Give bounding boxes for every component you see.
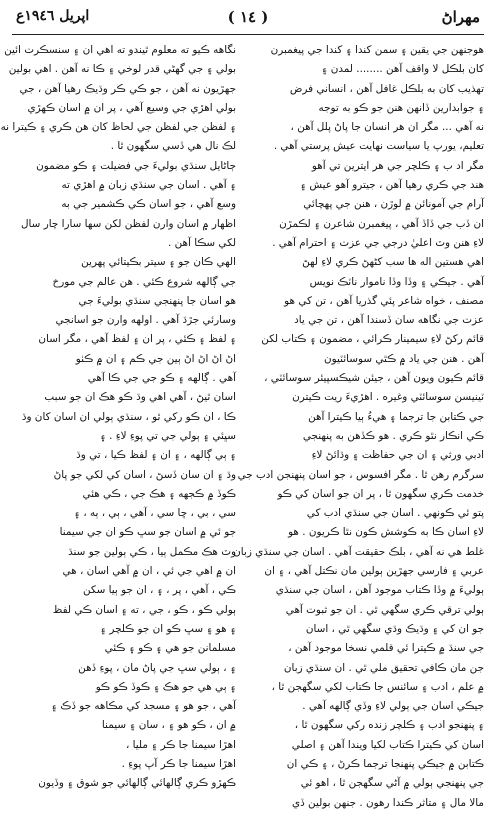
text-line: جن مان ڪافي تحقيق ملي ٿي . ان سنڌي زبان	[283, 661, 484, 674]
magazine-title: مهراڻ	[441, 8, 480, 26]
text-line: نگاهه ڪيو ته معلوم ٿيندو ته اهي ان ۽ سنسڪرت ائين	[4, 44, 236, 56]
text-line: بولي ۽ جي گهڻي قدر لوخي ۽ ڪا نه آهن . اهي بولين	[8, 63, 236, 76]
text-line: آهي . جيڪي ۽ وڏا وڏا ناموار ناٽڪ نويس	[309, 275, 484, 288]
text-line: ڄاڻايل سنڌي بوليءَ جي فضيلت ۽ ڪو مضمون	[36, 159, 236, 172]
text-line: سڀئي ۽ ٻولي جي تي پوءِ لاءِ . ۽	[99, 429, 236, 442]
text-line: اهي هستين اله ها سب کڻهڻ ڪري لاءِ لهڻ	[302, 256, 484, 269]
text-line: هوجنهن جي يقين ۽ سمن کندا ۽ کندا جي پيغمبرن	[270, 44, 484, 56]
text-line: ۽ لفظ ۽ ڪئي ، پر ان ۽ لفظ آهي ، مگر اسان	[38, 333, 236, 346]
text-line: لڪ نال هي ڏسي سگهون ٿا .	[110, 140, 236, 153]
text-line: وڌ ۽ ان سان ڏسڻ ، اسان کي لکي جو پاڻ	[53, 468, 236, 481]
text-line: جي پنهنجي ٻولي ۾ آڻي سگهجن ٿا ، اهو ئي	[300, 777, 484, 790]
issue-date: اپريل ١٩٤٦ع	[16, 8, 90, 24]
text-line: ڪي انڪار نٿو ڪري . هو ڪڏهن به پنهنجي	[302, 429, 484, 442]
text-line: ۽ ، ٻولي سڀ جي پاڻ مان ، پوءِ ڏهن	[78, 661, 236, 674]
text-line: عربي ۽ فارسي جهڙين ٻولين مان نڪتل آهي ، ۽ ان	[264, 565, 484, 578]
text-line: ۽ لفظن جي لفظن جي لحاظ کان هن ڪري ۽ ڪيترا نه	[0, 121, 236, 134]
text-line: لکي سڪا آهن .	[168, 236, 236, 249]
text-line: مگر اد ب ۽ ڪلچر جي هر ايترين تي آهو	[311, 159, 484, 172]
text-line: اهڙا سيمنا جا ڪر ۽ مليا ،	[125, 738, 236, 751]
text-line: ٻولي ترقي ڪري سگهي ٿي . ان جو ثبوت آهي	[285, 603, 484, 616]
right-column	[233, 41, 484, 809]
text-line: عزت جي نگاهه سان ڏسندا آهن ، تن جي ياد	[294, 314, 484, 327]
text-line: وٽ هڪ مڪمل ٻيا ، ڪي ٻولين جو سنڌ	[68, 545, 236, 558]
text-line: لاءِ هنن وٽ اعليٰ درجي جي عزت ۽ احترام آهي .	[272, 236, 484, 249]
text-columns	[0, 41, 484, 809]
text-line: غلط هي نه آهي ، بلڪ حقيقت آهي . اسان جي سنڌي زبان	[233, 545, 484, 558]
text-line: الهي ڪان جو ۽ سيتر بڪيتائي پهرين	[81, 256, 236, 269]
text-line: ٻولي ڪو ، ڪو ، جي ، ته ۽ اسان ڪي لفظ	[52, 603, 236, 616]
text-line: ڪوڏ ۾ ڪجهه ۽ هڪ جي ، ڪي هئي	[82, 487, 236, 500]
text-line: جي ڳالهه شروع ڪئي . هن عالم جي مورخ	[52, 275, 236, 288]
text-line: ڪا ، ان ڪو رکي ٿو ، سنڌي ٻولي ان اسان کان وڌ	[21, 410, 236, 423]
text-line: آرام جي آمونائن ۾ لوڙن ، هنن جي پهچائي	[303, 198, 484, 211]
text-line: جهڙيون نه آهن ، جو ڪي ڪر وڌيڪ رهيا آهن ، جي	[19, 82, 236, 95]
text-line: وسارئي جڙڌ آهي . اولهه وارن جو اسانجي	[55, 314, 236, 327]
text-line: ڪي ، آهي ، پر ، ۽ ، ان جو ٻيا سکن	[82, 584, 236, 597]
text-line: جي سنڌ ۾ ڪيترا ئي قلمي نسخا موجود آهن ،	[288, 642, 484, 655]
text-line: ۽ ٻي ڳالهه ، ۽ ان ۽ لفظ ڪيا ، تي وڌ	[76, 449, 236, 462]
text-line: ۽ پنهنجو ادب ۽ ڪلچر زنده رکي سگهون ٿا ،	[294, 719, 484, 732]
text-line: سرگرم رهن ٿا . مگر افسوس ، جو اسان پنهنجن ادب جي	[237, 468, 484, 481]
text-line: آهن . هنن جي ياد ۾ ڪٿي سوسائٽيون	[323, 352, 484, 365]
text-line: تعليم، يورپ يا سياست نهايت عيش پرستي آهي .	[273, 140, 484, 153]
text-line: ان ۾ اهي جي ئي ، ان ۾ آهي اسان ، هي	[62, 565, 236, 578]
text-line: قائم رکڻ لاءِ سيمينار ڪرائي ، مضمون ۽ ڪتاب لکن	[261, 333, 484, 346]
text-line: ڪتابن ۾ جيڪي پنهنجا ترجما ڪرڻ ، ۽ ڪي ان	[286, 757, 484, 770]
text-line: ۽ هو ۽ سڀ ڪو ان جو ڪلچر ۽	[99, 622, 236, 635]
text-line: پتو ئي ڪونهي . اسان جي سنڌي ادب کي	[306, 507, 484, 520]
text-line: ٻوليءَ ۾ وڏا ڪتاب موجود آهن ، اسان جي سنڌي	[275, 584, 484, 597]
page-number: ( ١٤ )	[227, 8, 269, 26]
text-line: اظهار ۾ اسان وارن لفظن لکن سها سارا چار سال	[20, 217, 236, 230]
text-line: لاءِ اسان ڪا به ڪوشش ڪون نٿا ڪريون . هو	[288, 526, 484, 539]
text-line: تهذيب کان به بلڪل غافل آهن ، انساني فرض	[289, 82, 484, 95]
text-line: اهڙا سيمنا جا ڪر آپ پوءِ .	[121, 757, 236, 770]
text-line: جيڪي اسان جي ٻولي لاءِ وڏي ڳالهه آهي .	[302, 700, 484, 713]
text-line: بولي اهڙي جي وسيع آهي ، پر ان ۾ اسان ڪهڙي	[27, 101, 236, 114]
text-line: وسع آهي ، جو اسان ڪي ڪشمير جي به	[61, 198, 236, 211]
text-line: قائم ڪيون ويون آهن ، جيئن شيڪسپيئر سوسائٽي ،	[264, 372, 484, 385]
text-line: کان بلڪل لا واقف آهن ........ لمدن ۽	[321, 63, 484, 76]
text-line: اڻ اڻ اڻ اڻ ٻين جي ڪم ۽ ان ۾ ڪٺو	[75, 352, 236, 365]
text-line: ۾ ان ، ڪو هو ۽ ، سان ۽ سيمنا	[101, 719, 236, 732]
page-header	[12, 6, 484, 32]
text-line: ڪهڙو ڪري ڳالهائي ڳالهائي جو شوق ۽ وڏيون	[38, 777, 236, 790]
text-line: خدمت ڪري سگهون ٿا ، پر ان جو اسان کي ڪو	[277, 487, 484, 500]
text-line: هند جي ڪري رهيا آهن ، جيترو آهو عيش ۽	[299, 179, 484, 192]
text-line: جو ئي ۾ اسان جو سڀ ڪو ان جي سيمنا	[59, 526, 236, 539]
text-line: سي ، بي ، ڇا سي ، آهي ، ٻي ، ٻه ، ۽	[73, 507, 236, 520]
text-line: ۽ جوابدارين ڏانهن هنن جو ڪو به توجه	[318, 101, 484, 114]
text-line: ادبي ورثي ۽ ان جي حفاظت ۽ وڌائڻ لاءِ	[311, 449, 484, 462]
text-line: ۾ علم ، ادب ۽ سائنس جا ڪتاب لکي سگهجن ٿا ،	[271, 680, 484, 693]
text-line: آهي ، جو هو ۽ مسجد کي مڪاهه جو ڏڪ ۽	[51, 700, 236, 713]
text-line: مسلمانن جو هي ۽ ڪو ۽ ڪئي	[104, 642, 236, 655]
text-line: مالا مال ۽ متاثر ڪندا رهون . جنهن بولين ڏي	[291, 796, 484, 809]
left-column	[0, 41, 236, 790]
text-line: اسان ٿيڻ ، آهي اهي وڌ ڪو هڪ ان جو سبب	[44, 391, 236, 404]
text-line: جو ان کي ۽ وڌيڪ وڌي سگهي ٿي ، اسان	[305, 622, 484, 635]
text-line: هو اسان جا پنهنجي سنڌي بوليءَ جي	[78, 294, 236, 307]
header-rule	[12, 34, 484, 35]
text-line: ۽ ٻي هي جو هڪ ۽ ڪوڏ ڪو ڪو	[95, 680, 236, 693]
text-line: ۽ آهي . اسان جي سنڌي زبان ۾ اهڙي ته	[61, 179, 236, 192]
text-line: مصنف ، خواه شاعر پئي گذريا آهن ، تن کي هو	[284, 294, 484, 307]
text-line: آهي . ڳالهه ۽ ڪو جي جي ڪا آهي	[87, 372, 236, 385]
text-line: ان ڏب جي ڏاڏ آهي ، پيغمبرن شاعرن ۽ لڪمڙن	[279, 217, 484, 230]
text-line: نه آهي ... مگر ان هر انسان جا پاڻ پلل آهن ،	[290, 121, 484, 134]
text-line: جي ڪتابن جا ترجما ۽ هيءُ ٻيا ڪيترا آهن	[308, 410, 484, 423]
text-line: ٽينيسن سوسائٽي وغيره . اهڙيءَ ريت ڪيترن	[292, 391, 484, 404]
text-line: اسان کي ڪيترا ڪتاب لکيا ويندا آهن ۽ اصلي	[291, 738, 484, 751]
